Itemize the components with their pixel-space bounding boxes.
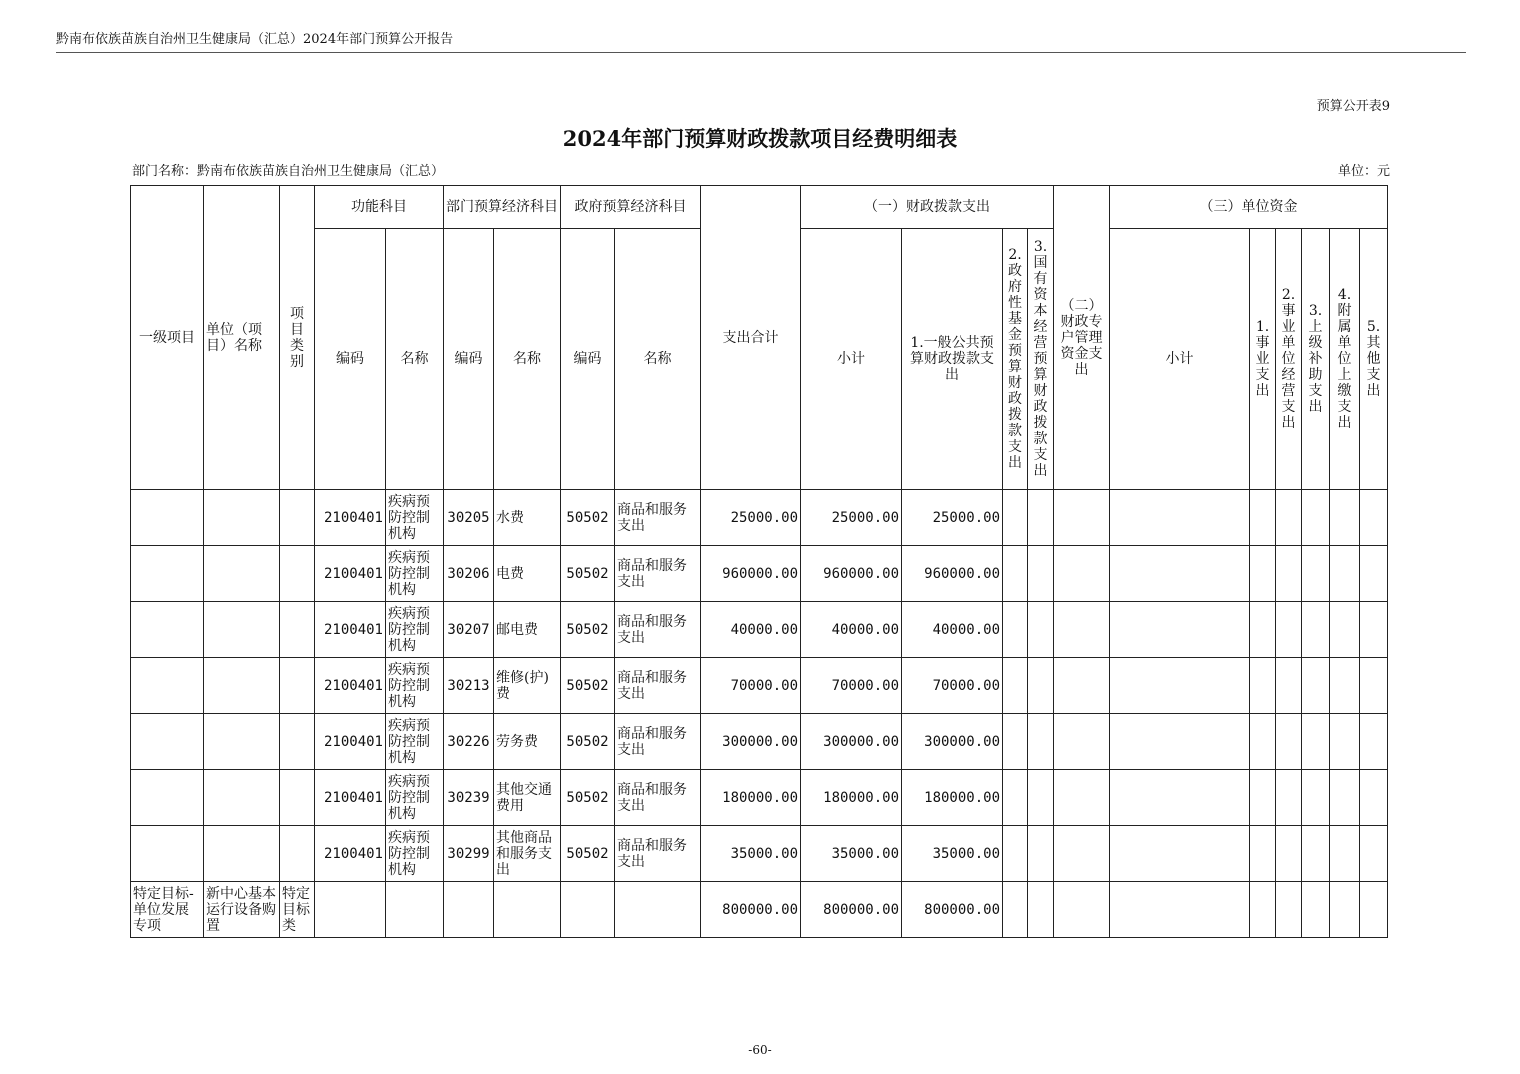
cell-business-operations bbox=[1276, 882, 1302, 938]
cell-general-budget: 25000.00 bbox=[902, 490, 1003, 546]
cell-project-type bbox=[280, 658, 315, 714]
cell-total-amount: 25000.00 bbox=[701, 490, 801, 546]
cell-gov-name: 商品和服务支出 bbox=[615, 770, 701, 826]
header-gov-economic-subject: 政府预算经济科目 bbox=[561, 186, 701, 229]
cell-superior-subsidy bbox=[1302, 602, 1330, 658]
cell-fiscal-subtotal: 960000.00 bbox=[801, 546, 902, 602]
cell-unit-name bbox=[204, 714, 280, 770]
cell-special-account bbox=[1054, 714, 1110, 770]
cell-function-name: 疾病预防控制机构 bbox=[386, 714, 444, 770]
cell-state-capital bbox=[1028, 714, 1054, 770]
cell-other bbox=[1360, 490, 1388, 546]
cell-unit-subtotal bbox=[1110, 546, 1250, 602]
cell-state-capital bbox=[1028, 826, 1054, 882]
table-row bbox=[131, 714, 1388, 770]
cell-unit-name bbox=[204, 490, 280, 546]
cell-gov-name: 商品和服务支出 bbox=[615, 546, 701, 602]
cell-unit-subtotal bbox=[1110, 826, 1250, 882]
cell-business bbox=[1250, 826, 1276, 882]
cell-general-budget: 960000.00 bbox=[902, 546, 1003, 602]
header-function-subject: 功能科目 bbox=[315, 186, 444, 229]
cell-general-budget: 70000.00 bbox=[902, 658, 1003, 714]
cell-business-operations bbox=[1276, 602, 1302, 658]
cell-level1-project bbox=[131, 714, 204, 770]
cell-superior-subsidy bbox=[1302, 546, 1330, 602]
cell-total-amount: 40000.00 bbox=[701, 602, 801, 658]
cell-total-amount: 960000.00 bbox=[701, 546, 801, 602]
header-dept-code: 编码 bbox=[444, 229, 494, 490]
header-superior-subsidy: 3.上级补助支出 bbox=[1302, 229, 1330, 490]
cell-function-name bbox=[386, 882, 444, 938]
cell-business-operations bbox=[1276, 546, 1302, 602]
header-general-budget: 1.一般公共预算财政拨款支出 bbox=[902, 229, 1003, 490]
cell-unit-subtotal bbox=[1110, 490, 1250, 546]
cell-gov-code: 50502 bbox=[561, 658, 615, 714]
cell-gov-name: 商品和服务支出 bbox=[615, 826, 701, 882]
cell-project-type bbox=[280, 602, 315, 658]
cell-level1-project bbox=[131, 826, 204, 882]
cell-fiscal-subtotal: 25000.00 bbox=[801, 490, 902, 546]
table-row bbox=[131, 602, 1388, 658]
header-unit-funds: （三）单位资金 bbox=[1110, 186, 1388, 229]
cell-gov-fund bbox=[1003, 546, 1028, 602]
cell-state-capital bbox=[1028, 602, 1054, 658]
cell-dept-code: 30205 bbox=[444, 490, 494, 546]
cell-level1-project bbox=[131, 602, 204, 658]
cell-function-name: 疾病预防控制机构 bbox=[386, 826, 444, 882]
cell-gov-name bbox=[615, 882, 701, 938]
cell-dept-name: 邮电费 bbox=[494, 602, 561, 658]
cell-state-capital bbox=[1028, 546, 1054, 602]
cell-dept-code: 30299 bbox=[444, 826, 494, 882]
cell-gov-fund bbox=[1003, 882, 1028, 938]
cell-unit-name bbox=[204, 546, 280, 602]
cell-gov-code: 50502 bbox=[561, 490, 615, 546]
cell-gov-fund bbox=[1003, 490, 1028, 546]
cell-superior-subsidy bbox=[1302, 658, 1330, 714]
cell-other bbox=[1360, 714, 1388, 770]
cell-gov-fund bbox=[1003, 602, 1028, 658]
cell-function-code: 2100401 bbox=[315, 714, 386, 770]
cell-general-budget: 40000.00 bbox=[902, 602, 1003, 658]
cell-business bbox=[1250, 658, 1276, 714]
cell-gov-name: 商品和服务支出 bbox=[615, 602, 701, 658]
cell-business-operations bbox=[1276, 770, 1302, 826]
cell-business-operations bbox=[1276, 490, 1302, 546]
cell-superior-subsidy bbox=[1302, 882, 1330, 938]
cell-affiliated-remittance bbox=[1330, 882, 1360, 938]
cell-superior-subsidy bbox=[1302, 714, 1330, 770]
cell-affiliated-remittance bbox=[1330, 546, 1360, 602]
cell-gov-name: 商品和服务支出 bbox=[615, 490, 701, 546]
cell-fiscal-subtotal: 300000.00 bbox=[801, 714, 902, 770]
cell-dept-name: 其他交通费用 bbox=[494, 770, 561, 826]
cell-gov-code: 50502 bbox=[561, 714, 615, 770]
cell-superior-subsidy bbox=[1302, 490, 1330, 546]
cell-special-account bbox=[1054, 882, 1110, 938]
header-rule bbox=[56, 52, 1466, 53]
header-fiscal-appropriation: （一）财政拨款支出 bbox=[801, 186, 1054, 229]
cell-business bbox=[1250, 770, 1276, 826]
header-function-code: 编码 bbox=[315, 229, 386, 490]
cell-dept-name: 水费 bbox=[494, 490, 561, 546]
cell-gov-name: 商品和服务支出 bbox=[615, 658, 701, 714]
cell-level1-project bbox=[131, 490, 204, 546]
cell-general-budget: 800000.00 bbox=[902, 882, 1003, 938]
cell-project-type bbox=[280, 546, 315, 602]
cell-fiscal-subtotal: 40000.00 bbox=[801, 602, 902, 658]
cell-unit-name bbox=[204, 826, 280, 882]
cell-function-name: 疾病预防控制机构 bbox=[386, 602, 444, 658]
cell-other bbox=[1360, 826, 1388, 882]
cell-function-code: 2100401 bbox=[315, 602, 386, 658]
cell-project-type bbox=[280, 826, 315, 882]
department-label: 部门名称：黔南布依族苗族自治州卫生健康局（汇总） bbox=[132, 164, 445, 179]
cell-dept-code: 30226 bbox=[444, 714, 494, 770]
cell-total-amount: 300000.00 bbox=[701, 714, 801, 770]
cell-project-type bbox=[280, 714, 315, 770]
cell-special-account bbox=[1054, 602, 1110, 658]
cell-dept-code: 30207 bbox=[444, 602, 494, 658]
cell-special-account bbox=[1054, 770, 1110, 826]
cell-other bbox=[1360, 546, 1388, 602]
cell-unit-subtotal bbox=[1110, 714, 1250, 770]
cell-gov-code bbox=[561, 882, 615, 938]
table-row bbox=[131, 546, 1388, 602]
cell-level1-project bbox=[131, 770, 204, 826]
cell-level1-project bbox=[131, 658, 204, 714]
unit-label: 单位：元 bbox=[1337, 164, 1390, 179]
cell-business bbox=[1250, 882, 1276, 938]
cell-state-capital bbox=[1028, 882, 1054, 938]
cell-unit-subtotal bbox=[1110, 882, 1250, 938]
cell-fiscal-subtotal: 70000.00 bbox=[801, 658, 902, 714]
cell-affiliated-remittance bbox=[1330, 826, 1360, 882]
cell-gov-fund bbox=[1003, 658, 1028, 714]
header-fiscal-subtotal: 小计 bbox=[801, 229, 902, 490]
cell-unit-name bbox=[204, 770, 280, 826]
table-number: 预算公开表9 bbox=[1316, 99, 1390, 114]
cell-unit-subtotal bbox=[1110, 602, 1250, 658]
cell-gov-name: 商品和服务支出 bbox=[615, 714, 701, 770]
header-gov-name: 名称 bbox=[615, 229, 701, 490]
cell-unit-name: 新中心基本运行设备购置 bbox=[204, 882, 280, 938]
header-business-operations: 2.事业单位经营支出 bbox=[1276, 229, 1302, 490]
cell-dept-code bbox=[444, 882, 494, 938]
cell-fiscal-subtotal: 180000.00 bbox=[801, 770, 902, 826]
cell-other bbox=[1360, 770, 1388, 826]
header-project-type: 项目类别 bbox=[280, 186, 315, 490]
cell-total-amount: 800000.00 bbox=[701, 882, 801, 938]
cell-business bbox=[1250, 546, 1276, 602]
cell-function-code: 2100401 bbox=[315, 490, 386, 546]
cell-special-account bbox=[1054, 490, 1110, 546]
cell-superior-subsidy bbox=[1302, 826, 1330, 882]
cell-affiliated-remittance bbox=[1330, 602, 1360, 658]
cell-business bbox=[1250, 602, 1276, 658]
header-special-account-funds: （二）财政专户管理资金支出 bbox=[1054, 186, 1110, 490]
cell-business-operations bbox=[1276, 826, 1302, 882]
cell-gov-code: 50502 bbox=[561, 826, 615, 882]
cell-level1-project: 特定目标-单位发展专项 bbox=[131, 882, 204, 938]
cell-project-type: 特定目标类 bbox=[280, 882, 315, 938]
cell-gov-fund bbox=[1003, 770, 1028, 826]
cell-other bbox=[1360, 602, 1388, 658]
cell-affiliated-remittance bbox=[1330, 770, 1360, 826]
running-header: 黔南布依族苗族自治州卫生健康局（汇总）2024年部门预算公开报告 bbox=[56, 32, 454, 47]
header-unit-name: 单位（项目）名称 bbox=[204, 186, 280, 490]
cell-general-budget: 300000.00 bbox=[902, 714, 1003, 770]
header-dept-economic-subject: 部门预算经济科目 bbox=[444, 186, 561, 229]
cell-fiscal-subtotal: 800000.00 bbox=[801, 882, 902, 938]
table-row bbox=[131, 658, 1388, 714]
header-affiliated-remittance: 4.附属单位上缴支出 bbox=[1330, 229, 1360, 490]
cell-state-capital bbox=[1028, 770, 1054, 826]
table-row bbox=[131, 826, 1388, 882]
cell-dept-name: 维修(护)费 bbox=[494, 658, 561, 714]
cell-gov-code: 50502 bbox=[561, 546, 615, 602]
cell-function-code bbox=[315, 882, 386, 938]
budget-table bbox=[130, 185, 1388, 938]
header-total-expenditure: 支出合计 bbox=[701, 186, 801, 490]
cell-dept-code: 30206 bbox=[444, 546, 494, 602]
table-row bbox=[131, 882, 1388, 938]
cell-affiliated-remittance bbox=[1330, 714, 1360, 770]
cell-unit-name bbox=[204, 658, 280, 714]
cell-general-budget: 180000.00 bbox=[902, 770, 1003, 826]
cell-total-amount: 35000.00 bbox=[701, 826, 801, 882]
header-function-name: 名称 bbox=[386, 229, 444, 490]
cell-function-name: 疾病预防控制机构 bbox=[386, 546, 444, 602]
header-dept-name: 名称 bbox=[494, 229, 561, 490]
cell-dept-code: 30213 bbox=[444, 658, 494, 714]
cell-function-name: 疾病预防控制机构 bbox=[386, 490, 444, 546]
cell-project-type bbox=[280, 490, 315, 546]
table-row bbox=[131, 770, 1388, 826]
header-level1-project: 一级项目 bbox=[131, 186, 204, 490]
cell-function-code: 2100401 bbox=[315, 826, 386, 882]
page-number: -60- bbox=[748, 1043, 772, 1057]
cell-dept-name: 电费 bbox=[494, 546, 561, 602]
cell-gov-fund bbox=[1003, 826, 1028, 882]
cell-special-account bbox=[1054, 546, 1110, 602]
cell-business bbox=[1250, 714, 1276, 770]
cell-dept-name: 其他商品和服务支出 bbox=[494, 826, 561, 882]
cell-function-code: 2100401 bbox=[315, 546, 386, 602]
header-gov-fund-budget: 2.政府性基金预算财政拨款支出 bbox=[1003, 229, 1028, 490]
cell-function-code: 2100401 bbox=[315, 658, 386, 714]
cell-gov-code: 50502 bbox=[561, 602, 615, 658]
page-title: 2024年部门预算财政拨款项目经费明细表 bbox=[562, 126, 958, 151]
cell-affiliated-remittance bbox=[1330, 658, 1360, 714]
header-business-expenditure: 1.事业支出 bbox=[1250, 229, 1276, 490]
cell-superior-subsidy bbox=[1302, 770, 1330, 826]
cell-total-amount: 70000.00 bbox=[701, 658, 801, 714]
cell-project-type bbox=[280, 770, 315, 826]
cell-state-capital bbox=[1028, 490, 1054, 546]
cell-level1-project bbox=[131, 546, 204, 602]
cell-special-account bbox=[1054, 826, 1110, 882]
cell-unit-subtotal bbox=[1110, 658, 1250, 714]
cell-business-operations bbox=[1276, 658, 1302, 714]
cell-gov-code: 50502 bbox=[561, 770, 615, 826]
cell-affiliated-remittance bbox=[1330, 490, 1360, 546]
cell-function-code: 2100401 bbox=[315, 770, 386, 826]
table-row bbox=[131, 490, 1388, 546]
cell-function-name: 疾病预防控制机构 bbox=[386, 658, 444, 714]
header-gov-code: 编码 bbox=[561, 229, 615, 490]
cell-fiscal-subtotal: 35000.00 bbox=[801, 826, 902, 882]
cell-state-capital bbox=[1028, 658, 1054, 714]
cell-unit-subtotal bbox=[1110, 770, 1250, 826]
header-unit-subtotal: 小计 bbox=[1110, 229, 1250, 490]
cell-business bbox=[1250, 490, 1276, 546]
cell-dept-code: 30239 bbox=[444, 770, 494, 826]
cell-function-name: 疾病预防控制机构 bbox=[386, 770, 444, 826]
cell-special-account bbox=[1054, 658, 1110, 714]
cell-general-budget: 35000.00 bbox=[902, 826, 1003, 882]
header-state-capital-budget: 3.国有资本经营预算财政拨款支出 bbox=[1028, 229, 1054, 490]
cell-dept-name: 劳务费 bbox=[494, 714, 561, 770]
cell-gov-fund bbox=[1003, 714, 1028, 770]
cell-other bbox=[1360, 882, 1388, 938]
cell-unit-name bbox=[204, 602, 280, 658]
cell-dept-name bbox=[494, 882, 561, 938]
cell-business-operations bbox=[1276, 714, 1302, 770]
header-other-expenditure: 5.其他支出 bbox=[1360, 229, 1388, 490]
cell-other bbox=[1360, 658, 1388, 714]
cell-total-amount: 180000.00 bbox=[701, 770, 801, 826]
